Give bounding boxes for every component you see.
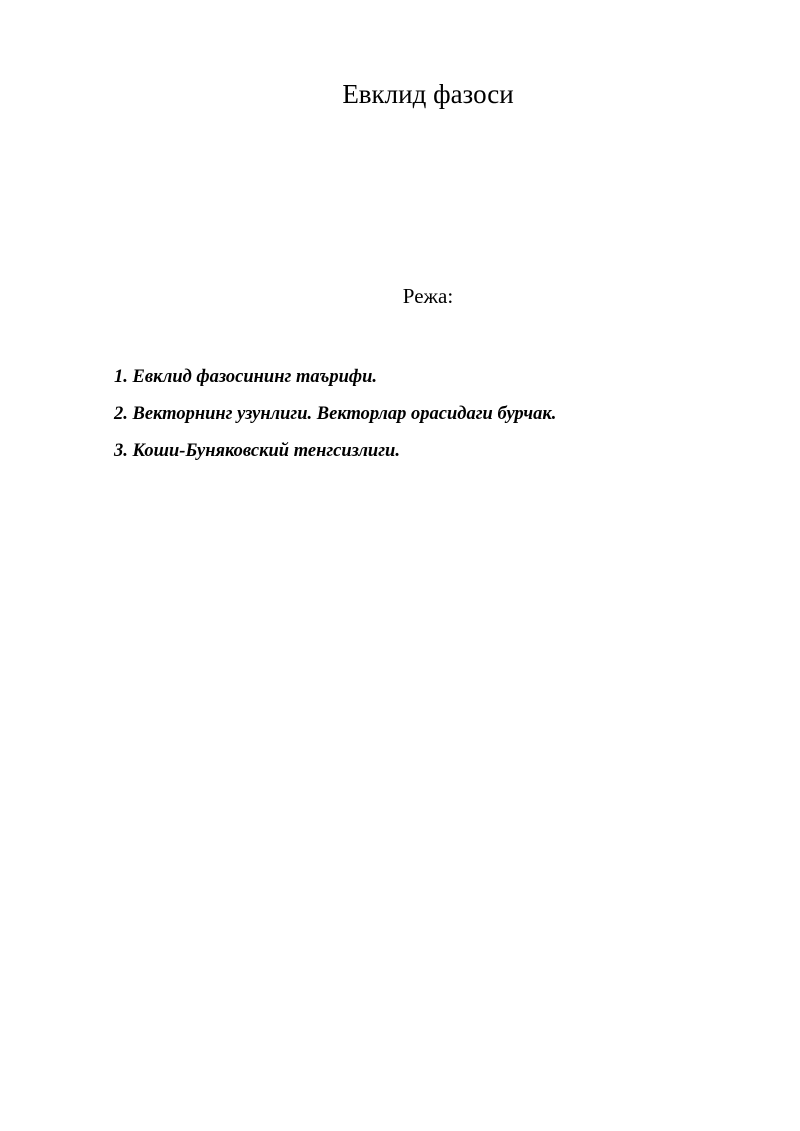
plan-item: 1. Евклид фазосининг таърифи. [114,367,378,387]
plan-item: 2. Векторнинг узунлиги. Векторлар орасидаги бурчак. [114,404,557,424]
plan-list [114,364,754,475]
plan-heading: Режа: [402,284,454,308]
plan-item: 3. Коши-Буняковский тенгсизлиги. [114,441,400,461]
document-title: Евклид фазоси [342,79,514,109]
